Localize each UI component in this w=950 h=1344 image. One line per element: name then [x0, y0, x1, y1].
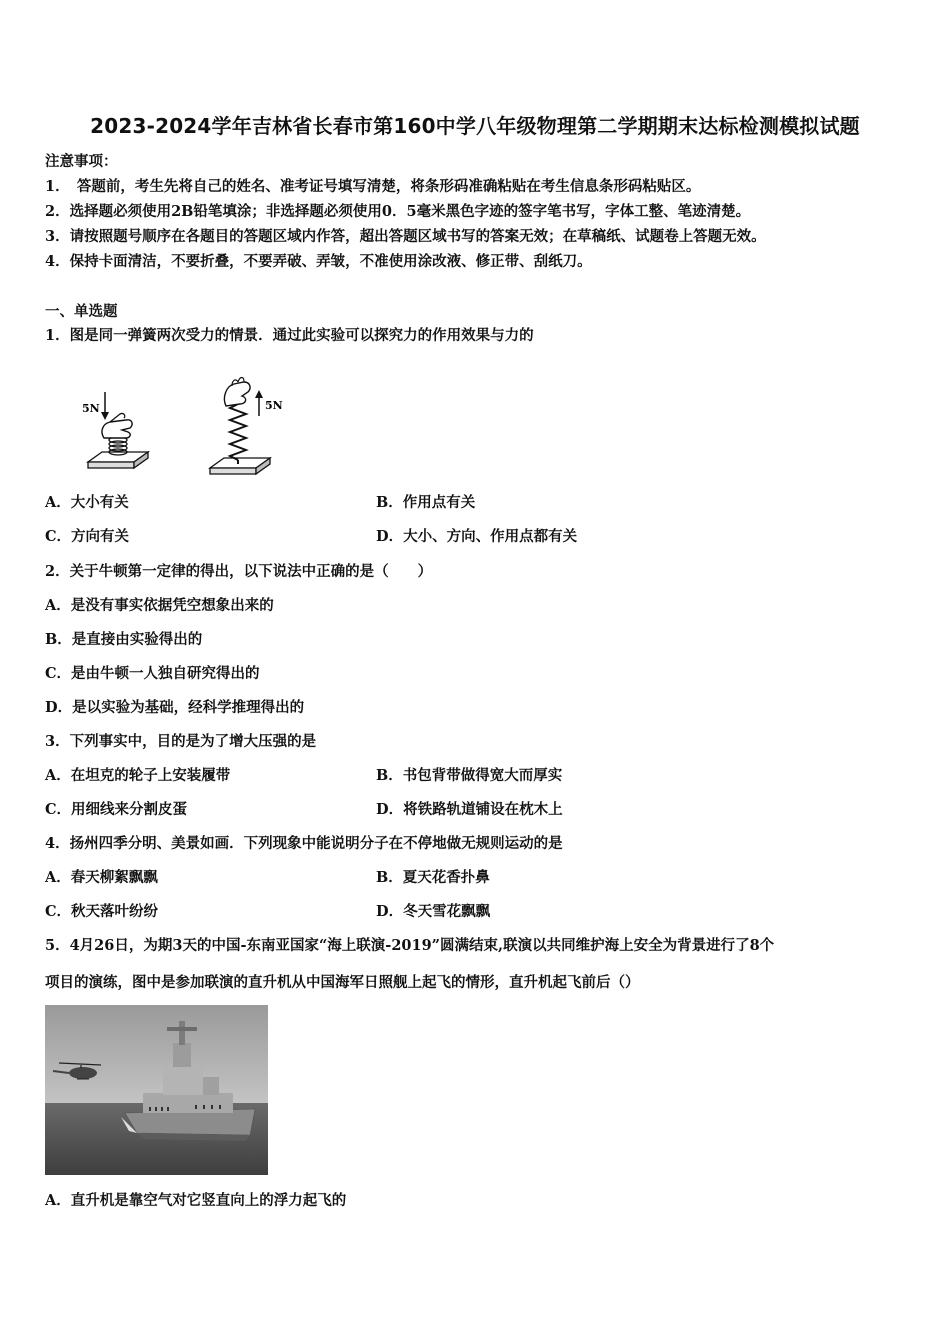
notice-heading: 注意事项： [45, 153, 118, 170]
q1-option-c: C．方向有关 [45, 528, 130, 545]
q2-option-b: B．是直接由实验得出的 [45, 631, 203, 648]
q1-stem: 1．图是同一弹簧两次受力的情景．通过此实验可以探究力的作用效果与力的 [45, 327, 534, 344]
q2-stem: 2．关于牛顿第一定律的得出，以下说法中正确的是（ ） [45, 563, 433, 580]
q3-option-a: A．在坦克的轮子上安装履带 [45, 767, 231, 784]
q2-option-a: A．是没有事实依据凭空想象出来的 [45, 597, 274, 614]
stretched-spring-diagram [210, 378, 283, 475]
q4-option-a: A．春天柳絮飘飘 [45, 869, 158, 886]
right-force-label: 5N [265, 399, 283, 412]
page-title: 2023-2024学年吉林省长春市第160中学八年级物理第二学期期末达标检测模拟试题 [90, 114, 860, 138]
left-force-label: 5N [82, 402, 100, 415]
q3-stem: 3．下列事实中，目的是为了增大压强的是 [45, 733, 317, 750]
q3-option-b: B．书包背带做得宽大而厚实 [376, 767, 563, 784]
q4-option-b: B．夏天花香扑鼻 [376, 869, 490, 886]
q4-option-c: C．秋天落叶纷纷 [45, 903, 159, 920]
notice-item-3: 3．请按照题号顺序在各题目的答题区域内作答，超出答题区域书写的答案无效；在草稿纸、试题卷上答题无效。 [45, 228, 766, 245]
q2-option-d: D．是以实验为基础，经科学推理得出的 [45, 699, 305, 716]
q5-option-a: A．直升机是靠空气对它竖直向上的浮力起飞的 [45, 1192, 347, 1209]
q1-option-a: A．大小有关 [45, 494, 129, 511]
compressed-spring-diagram [82, 392, 148, 468]
q5-stem-line1: 5．4月26日，为期3天的中国-东南亚国家“海上联演-2019”圆满结束,联演以共同维护海上安全为背景进行了8个 [45, 937, 775, 954]
q2-option-c: C．是由牛顿一人独自研究得出的 [45, 665, 260, 682]
q1-option-d: D．大小、方向、作用点都有关 [376, 528, 578, 545]
q3-option-d: D．将铁路轨道铺设在枕木上 [376, 801, 563, 818]
notice-item-4: 4．保持卡面清洁，不要折叠，不要弄破、弄皱，不准使用涂改液、修正带、刮纸刀。 [45, 253, 592, 270]
notice-item-1: 1． 答题前，考生先将自己的姓名、准考证号填写清楚，将条形码准确粘贴在考生信息条形码粘贴区。 [45, 178, 701, 195]
spring-force-figure [76, 376, 286, 481]
q4-option-d: D．冬天雪花飘飘 [376, 903, 491, 920]
section-heading: 一、单选题 [45, 303, 118, 320]
q1-option-b: B．作用点有关 [376, 494, 476, 511]
warship-helicopter-photo [45, 1005, 268, 1175]
q5-stem-line2: 项目的演练，图中是参加联演的直升机从中国海军日照舰上起飞的情形，直升机起飞前后（） [45, 974, 640, 991]
notice-item-2: 2．选择题必须使用2B铅笔填涂；非选择题必须使用0．5毫米黑色字迹的签字笔书写，字体工整、笔迹清楚。 [45, 203, 751, 220]
q4-stem: 4．扬州四季分明、美景如画．下列现象中能说明分子在不停地做无规则运动的是 [45, 835, 563, 852]
q3-option-c: C．用细线来分割皮蛋 [45, 801, 188, 818]
